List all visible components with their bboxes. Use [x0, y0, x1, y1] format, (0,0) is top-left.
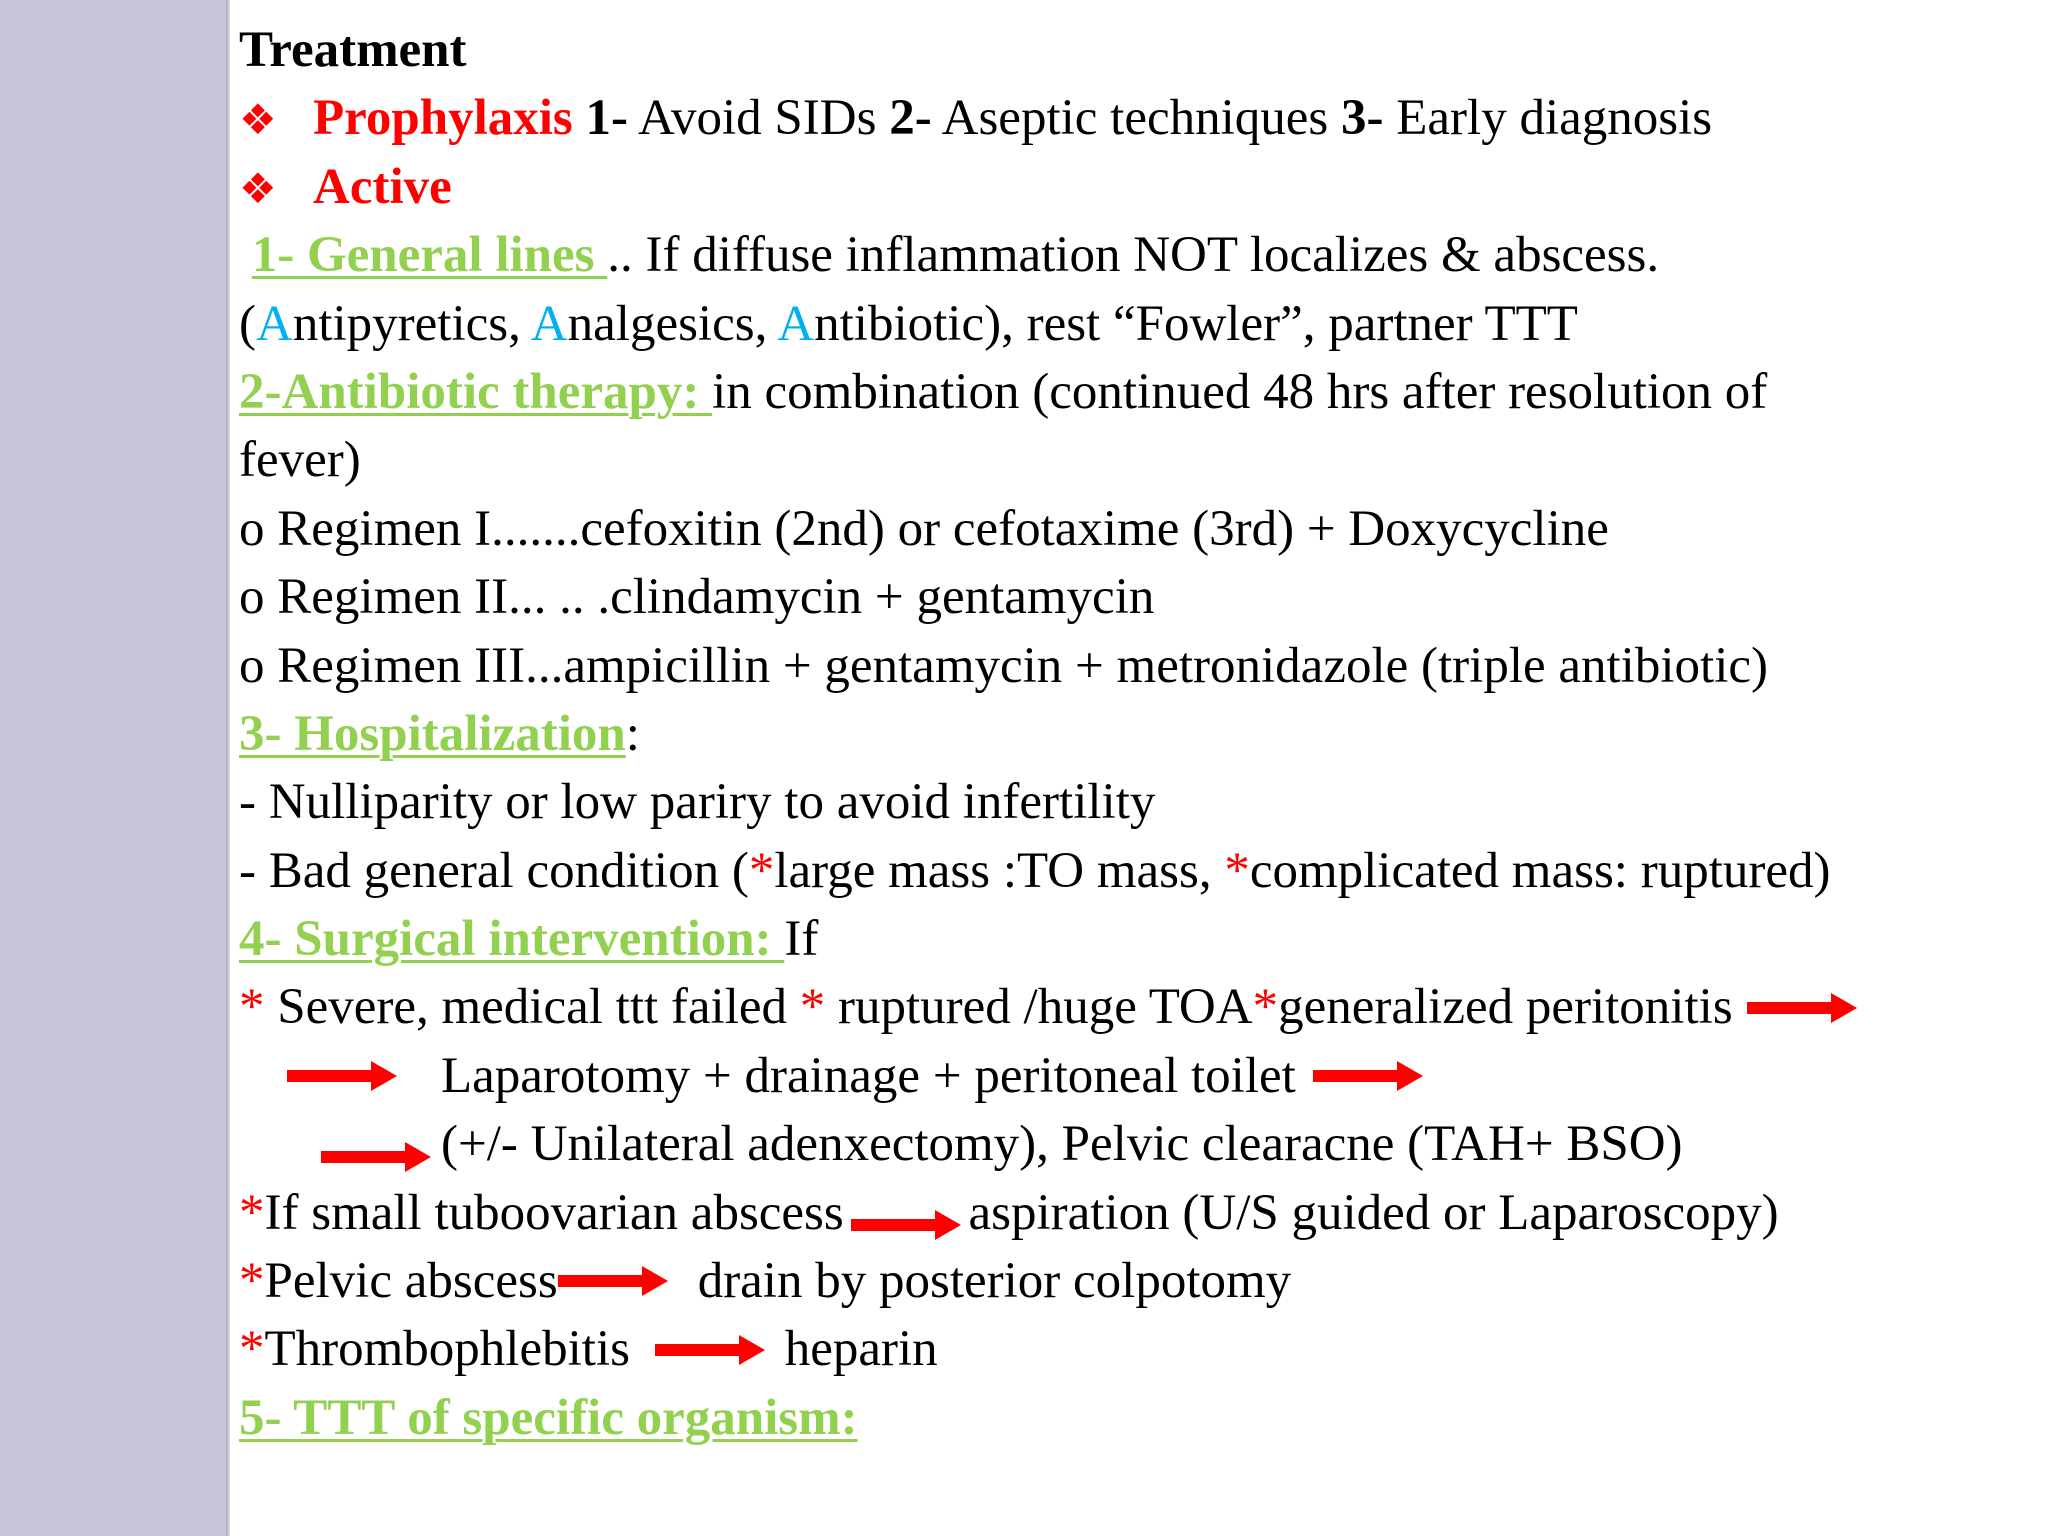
red-right-arrow-icon [1313, 1059, 1423, 1093]
surgical-line [239, 905, 2039, 973]
slide-content [239, 16, 2039, 1452]
specific-organism-line [239, 1384, 2039, 1452]
prophylaxis-line [239, 84, 2039, 152]
text-fragment: Thrombophlebitis [264, 1321, 630, 1378]
page-title: Treatment [239, 22, 467, 78]
diamond-bullet-icon: ❖ [239, 163, 277, 213]
asterisk: * [748, 842, 775, 899]
text-fragment: If small tuboovarian abscess [264, 1184, 844, 1241]
red-right-arrow-icon [851, 1208, 961, 1242]
step-number: 3- [1341, 90, 1384, 147]
letter-a: A [530, 295, 568, 352]
red-right-arrow-icon [321, 1140, 431, 1174]
step-text: Aseptic techniques [931, 90, 1342, 147]
colon: : [625, 705, 640, 762]
regimen-text: o Regimen I.......cefoxitin (2nd) or cefotaxime (3rd) + Doxycycline [239, 500, 1609, 557]
active-label: Active [313, 158, 452, 215]
step-number: 1- [585, 90, 629, 147]
text-fragment: drain by posterior colpotomy [697, 1253, 1292, 1310]
text-fragment: large mass :TO mass, [774, 842, 1225, 899]
antibiotic-text: in combination (continued 48 hrs after resolution of [712, 363, 1768, 420]
general-lines-heading: 1- General lines [251, 227, 608, 284]
thrombophlebitis-line [239, 1315, 2039, 1383]
sidebar-band [0, 0, 226, 1536]
laparotomy-text: Laparotomy + drainage + peritoneal toilet [441, 1047, 1296, 1104]
asterisk: * [1252, 979, 1279, 1036]
red-right-arrow-icon [1747, 991, 1857, 1025]
red-right-arrow-icon [558, 1264, 668, 1298]
text-fragment: aspiration (U/S guided or Laparoscopy) [968, 1184, 1779, 1241]
hospitalization-item [239, 837, 2039, 905]
text-fragment: - Bad general condition ( [239, 842, 749, 899]
surgical-heading: 4- Surgical intervention: [239, 911, 785, 968]
asterisk: * [239, 1184, 265, 1241]
sidebar-edge [226, 0, 230, 1536]
asterisk: * [799, 979, 826, 1036]
red-right-arrow-icon [287, 1059, 397, 1093]
general-lines-text: .. If diffuse inflammation NOT localizes & abscess. [607, 227, 1660, 284]
antibiotic-line [239, 358, 2039, 426]
antibiotic-line-2 [239, 426, 2039, 494]
text-fragment: complicated mass: ruptured) [1249, 842, 1831, 899]
text-fragment: ( [239, 295, 256, 352]
hospitalization-text: - Nulliparity or low pariry to avoid infertility [239, 774, 1156, 831]
hospitalization-line [239, 700, 2039, 768]
text-fragment: Severe, medical ttt failed [264, 979, 800, 1036]
text-fragment: Pelvic abscess [264, 1253, 558, 1310]
step-text: Early diagnosis [1383, 90, 1713, 147]
general-lines-detail [239, 290, 2039, 358]
adnexectomy-text: (+/- Unilateral adenxectomy), Pelvic clearacne (TAH+ BSO) [441, 1116, 1683, 1173]
text-fragment: ntibiotic), rest “Fowler”, partner TTT [814, 295, 1578, 352]
active-line [239, 153, 2039, 221]
regimen-text: o Regimen II... .. .clindamycin + gentamycin [239, 569, 1155, 626]
text-fragment: ntipyretics, [292, 295, 531, 352]
specific-organism-heading: 5- TTT of specific organism: [239, 1389, 858, 1446]
asterisk: * [1224, 842, 1250, 899]
text-fragment: heparin [784, 1321, 938, 1378]
heading-line [239, 16, 2039, 84]
hospitalization-heading: 3- Hospitalization [239, 705, 626, 762]
regimen-item [239, 495, 2039, 563]
regimen-item [239, 632, 2039, 700]
text-fragment: If [784, 911, 819, 968]
surgical-criteria [239, 973, 2039, 1041]
asterisk: * [239, 1253, 265, 1310]
text-fragment: generalized peritonitis [1278, 979, 1733, 1036]
asterisk: * [239, 1321, 265, 1378]
laparotomy-line [239, 1042, 2039, 1110]
prophylaxis-label: Prophylaxis [313, 90, 573, 147]
letter-a: A [255, 295, 293, 352]
letter-a: A [777, 295, 815, 352]
general-lines-line [239, 221, 2039, 289]
red-right-arrow-icon [655, 1333, 765, 1367]
hospitalization-item [239, 768, 2039, 836]
antibiotic-heading: 2-Antibiotic therapy: [239, 363, 713, 420]
antibiotic-text-cont: fever) [239, 432, 361, 489]
small-abscess-line [239, 1179, 2039, 1247]
regimen-item [239, 563, 2039, 631]
text-fragment: nalgesics, [567, 295, 778, 352]
asterisk: * [239, 979, 265, 1036]
regimen-text: o Regimen III...ampicillin + gentamycin + metronidazole (triple antibiotic) [239, 637, 1768, 694]
diamond-bullet-icon: ❖ [239, 95, 277, 145]
step-number: 2- [889, 90, 932, 147]
text-fragment: ruptured /huge TOA [825, 979, 1253, 1036]
pelvic-abscess-line [239, 1247, 2039, 1315]
adnexectomy-line [239, 1110, 2039, 1178]
step-text: Avoid SIDs [628, 90, 890, 147]
